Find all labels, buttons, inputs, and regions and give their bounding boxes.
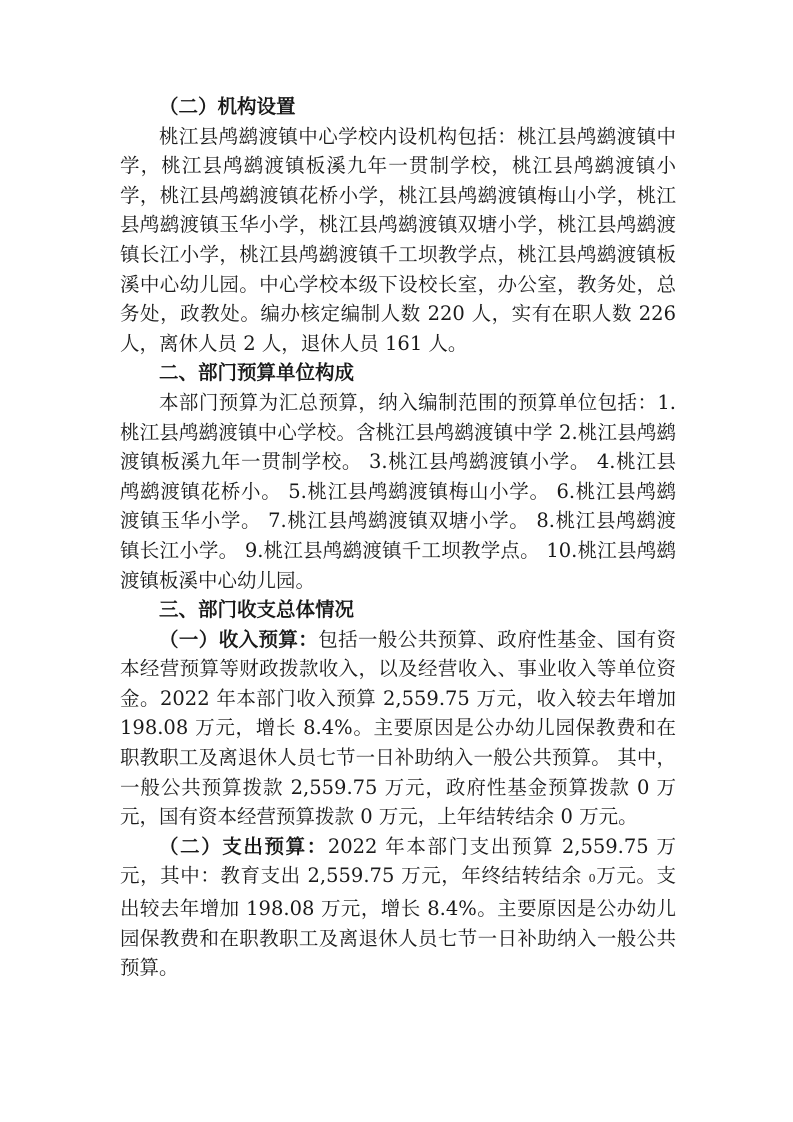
section-heading-budget-units: 二、部门预算单位构成 [159, 361, 355, 385]
paragraph-expense-budget [120, 832, 676, 983]
paragraph-income-budget [120, 625, 676, 832]
expense-budget-text-b: 万元。支出较去年增加 198.08 万元，增长 8.4%。主要原因是公办幼儿园保教费和在职教职工及离退休人员七节一日补助纳入一般公共预算。 [120, 864, 676, 980]
income-budget-lead: （一）收入预算： [159, 627, 319, 651]
section-heading-income-expense: 三、部门收支总体情况 [159, 598, 355, 622]
expense-budget-text-a: 2022 年本部门支出预算 2,559.75 万元，其中：教育支出 2,559.75 万元，年终结转结余 [120, 834, 676, 888]
paragraph-budget-units: 本部门预算为汇总预算，纳入编制范围的预算单位包括：1.桃江县鸬鹚渡镇中心学校。含桃江县鸬鹚渡镇中学 2.桃江县鸬鹚渡镇板溪九年一贯制学校。 3.桃江县鸬鹚渡镇小学。 4.桃江县鸬鹚渡镇花桥小。 5.桃江县鸬鹚渡镇梅山小学。 6.桃江县鸬鹚渡镇玉华小学。 7.桃江县鸬鹚渡镇双塘小学。 8.桃江县鸬鹚渡镇长江小学。 9.桃江县鸬鹚渡镇千工坝教学点。 10.桃江县鸬鹚渡镇板溪中心幼儿园。 [120, 390, 676, 592]
income-budget-text: 包括一般公共预算、政府性基金、国有资本经营预算等财政拨款收入，以及经营收入、事业收入等单位资金。2022 年本部门收入预算 2,559.75 万元，收入较去年增加 198.08 万元，增长 8.4%。主要原因是公办幼儿园保教费和在职教职工及离退休人员七节一日补助纳入一般公共预算。 其中，一般公共预算拨款 2,559.75 万元，政府性基金预算拨款 0 万元，国有资本经营预算拨款 0 万元，上年结转结余 0 万元。 [120, 627, 676, 829]
expense-carryover-value: 0 [588, 872, 596, 886]
section-heading-organization: （二）机构设置 [159, 95, 296, 118]
paragraph-organization: 桃江县鸬鹚渡镇中心学校内设机构包括：桃江县鸬鹚渡镇中学，桃江县鸬鹚渡镇板溪九年一贯制学校，桃江县鸬鹚渡镇小学，桃江县鸬鹚渡镇花桥小学，桃江县鸬鹚渡镇梅山小学，桃江县鸬鹚渡镇玉华小学，桃江县鸬鹚渡镇双塘小学，桃江县鸬鹚渡镇长江小学，桃江县鸬鹚渡镇千工坝教学点，桃江县鸬鹚渡镇板溪中心幼儿园。中心学校本级下设校长室，办公室，教务处，总务处，政教处。编办核定编制人数 220 人，实有在职人数 226 人，离休人员 2 人，退休人员 161 人。 [120, 124, 676, 355]
document-body [120, 92, 676, 983]
expense-budget-lead: （二）支出预算： [159, 834, 328, 858]
